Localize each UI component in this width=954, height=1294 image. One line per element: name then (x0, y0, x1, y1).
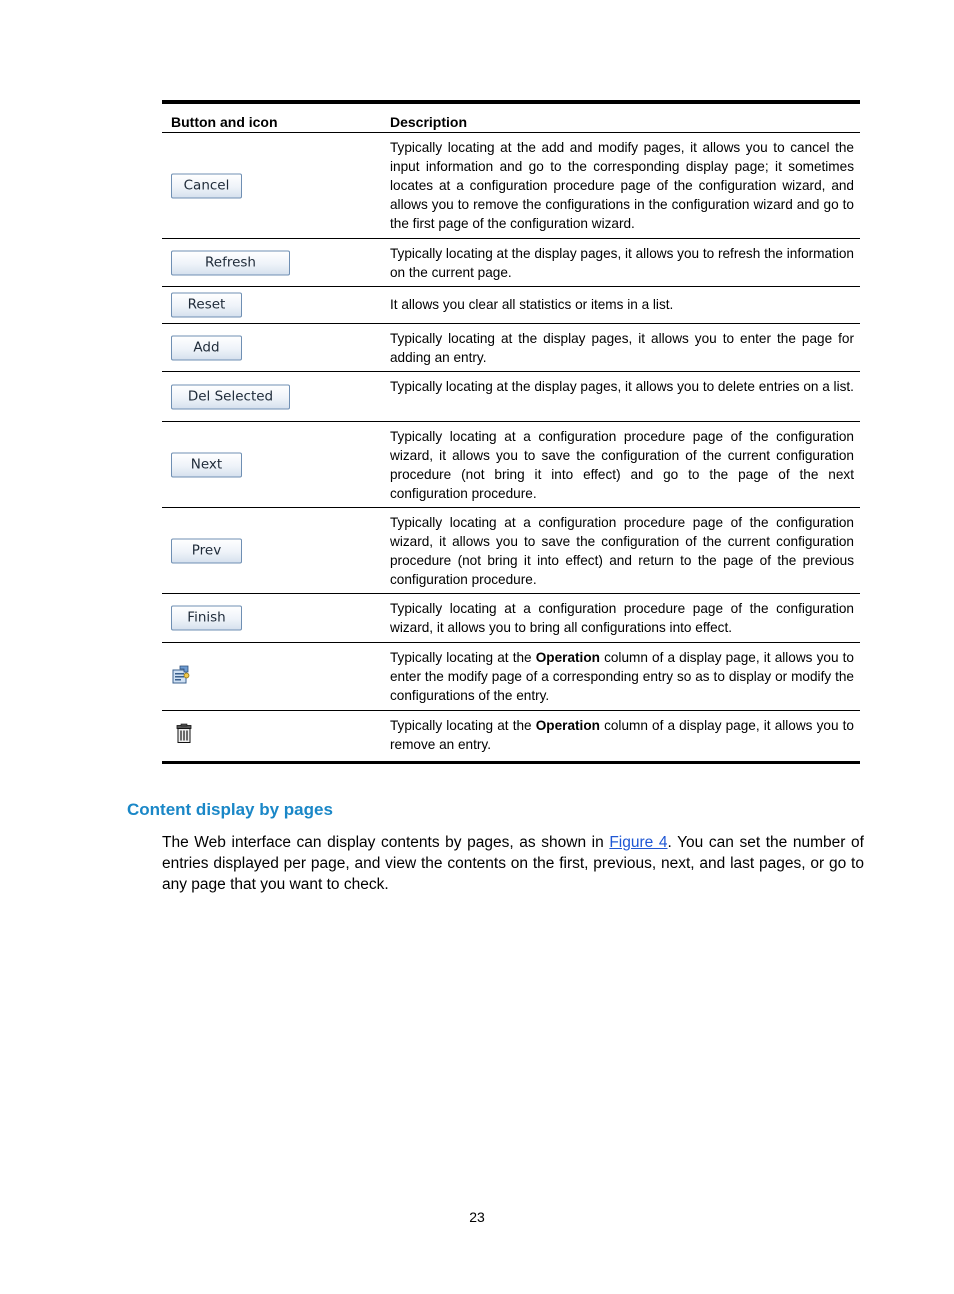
desc-text: column of a display page, it allows you to enter the modify page of a corresponding entry so as to display or modify the configurations of the entry. (390, 650, 854, 703)
row-description: Typically locating at the display pages, it allows you to refresh the information on the current page. (390, 246, 854, 280)
section-paragraph (162, 832, 864, 895)
header-button-and-icon: Button and icon (171, 114, 278, 130)
row-description: Typically locating at a configuration procedure page of the configuration wizard, it allows you to save the configuration of the current configuration procedure (not bring it into effect) and go to the page of the next configuration procedure. (390, 429, 854, 501)
page-number: 23 (469, 1209, 485, 1225)
table-row (162, 422, 860, 508)
cancel-button[interactable]: Cancel (171, 173, 242, 198)
finish-button[interactable]: Finish (171, 606, 242, 631)
header-description: Description (390, 114, 468, 130)
add-button[interactable]: Add (171, 335, 242, 360)
row-description: Typically locating at the display pages, it allows you to enter the page for adding an entry. (390, 331, 854, 365)
button-icon-table (162, 100, 860, 764)
refresh-button[interactable]: Refresh (171, 250, 290, 275)
table-row (162, 133, 860, 239)
row-description (390, 643, 860, 710)
table-row (162, 239, 860, 287)
table-row (162, 711, 860, 764)
row-description (390, 711, 860, 759)
reset-button[interactable]: Reset (171, 293, 242, 318)
para-text: The Web interface can display contents by pages, as shown in (162, 834, 610, 851)
row-description: Typically locating at a configuration procedure page of the configuration wizard, it allows you to save the configuration of the current configuration procedure (not bring it into effect) and return to the page of the previous configuration procedure. (390, 515, 854, 587)
table-row (162, 508, 860, 594)
section-heading: Content display by pages (127, 800, 333, 819)
row-description: Typically locating at the add and modify pages, it allows you to cancel the input information and go to the corresponding display page; it sometimes locates at a configuration procedure page of the configuration wizard, and allows you to remove the configurations in the configuration wizard and go to the first page of the configuration wizard. (390, 140, 854, 231)
table-row (162, 324, 860, 372)
prev-button[interactable]: Prev (171, 538, 242, 563)
row-description: It allows you clear all statistics or items in a list. (390, 297, 674, 312)
desc-text: Typically locating at the (390, 650, 536, 665)
table-row (162, 594, 860, 643)
figure-4-link[interactable]: Figure 4 (609, 834, 668, 851)
operation-term: Operation (535, 650, 600, 665)
operation-term: Operation (535, 718, 600, 733)
table-row (162, 287, 860, 324)
desc-text: Typically locating at the (390, 718, 536, 733)
row-description: Typically locating at a configuration procedure page of the configuration wizard, it allows you to bring all configurations into effect. (390, 601, 854, 635)
row-description: Typically locating at the display pages, it allows you to delete entries on a list. (390, 379, 854, 394)
del-selected-button[interactable]: Del Selected (171, 384, 290, 409)
next-button[interactable]: Next (171, 452, 242, 477)
table-row (162, 643, 860, 711)
table-row (162, 372, 860, 422)
trash-icon[interactable] (176, 724, 192, 749)
table-header (162, 104, 860, 133)
para-text: . You can set the number of entries displayed per page, and view the contents on the first, previous, next, and last pages, or go to any page that you want to check. (162, 834, 864, 893)
desc-text: column of a display page, it allows you to remove an entry. (390, 718, 854, 752)
modify-icon[interactable] (171, 665, 191, 689)
